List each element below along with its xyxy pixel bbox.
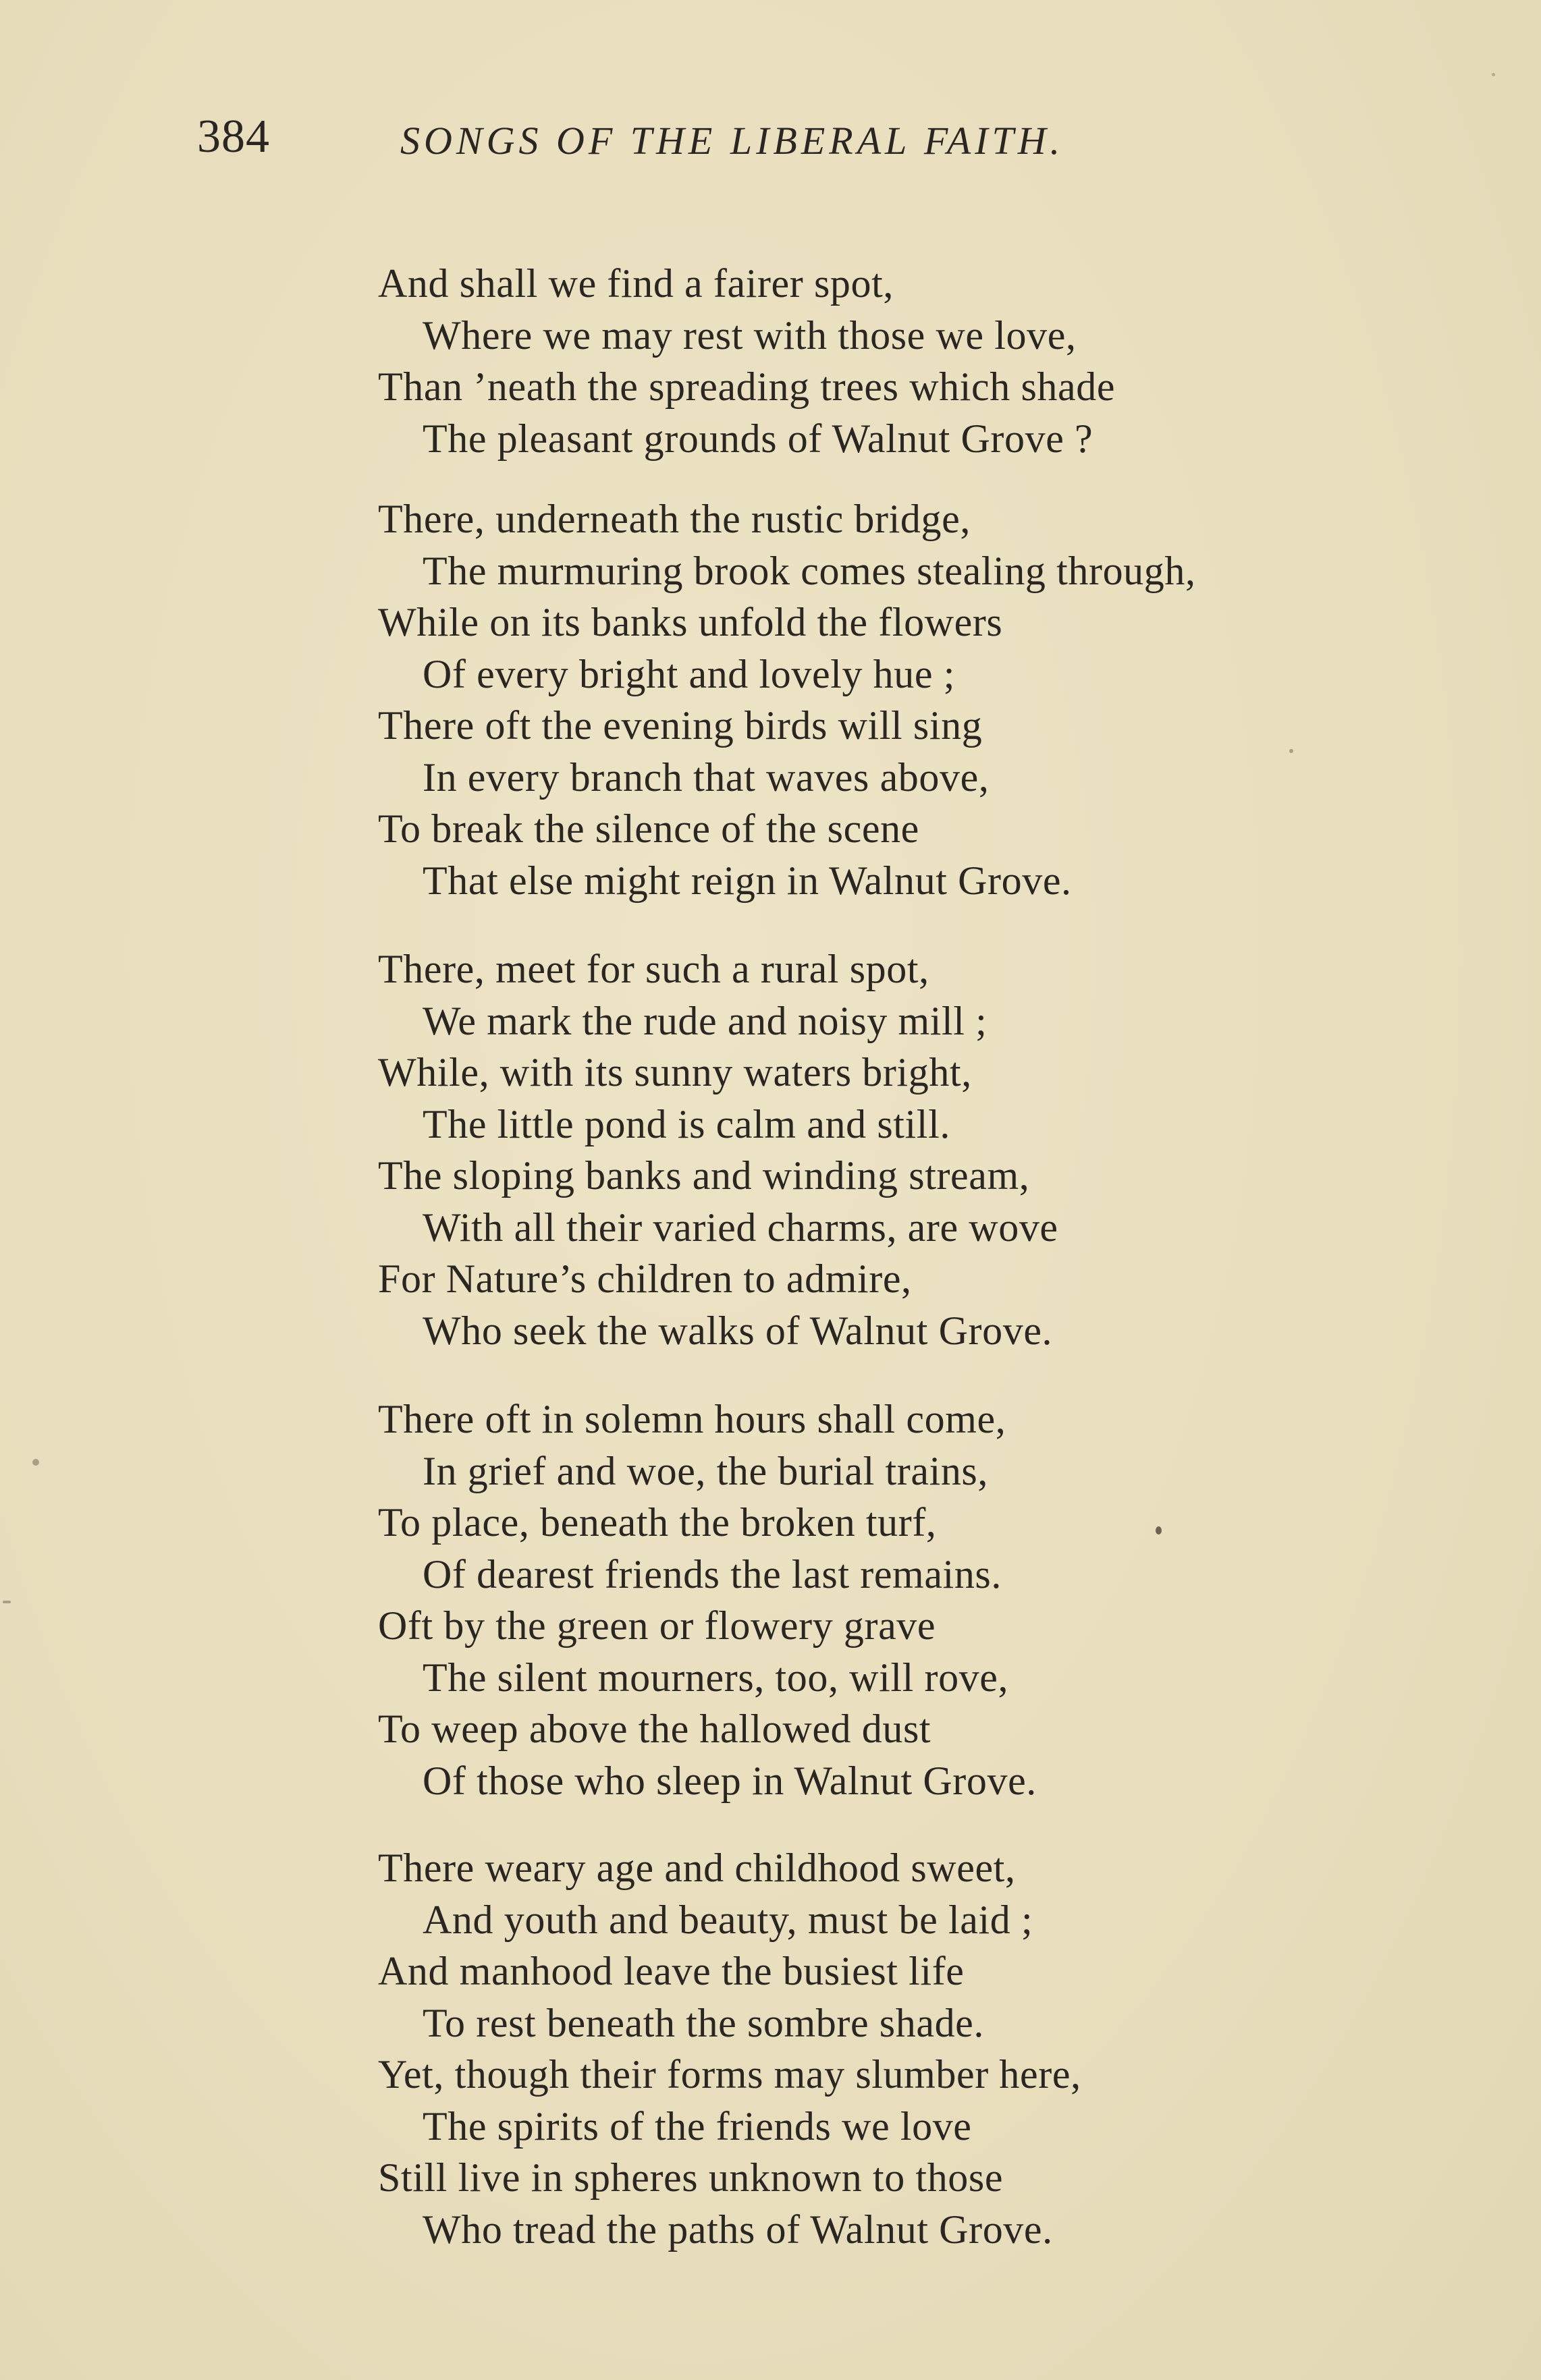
paper-speck [1492,73,1495,76]
poem-line: Still live in spheres unknown to those [378,2155,1004,2200]
poem-line: The murmuring brook comes stealing through, [423,548,1196,593]
poem-line: Of every bright and lovely hue ; [423,651,955,696]
poem-line: There, meet for such a rural spot, [378,947,929,991]
poem-line: Where we may rest with those we love, [423,312,1077,358]
poem-line: There, underneath the rustic bridge, [378,497,971,541]
poem-body [378,224,1390,2255]
poem-line: That else might reign in Walnut Grove. [423,858,1072,903]
poem-line: The spirits of the friends we love [423,2103,972,2149]
poem-line: To weep above the hallowed dust [378,1707,931,1751]
paper-speck [1289,749,1293,753]
poem-line: In grief and woe, the burial trains, [423,1448,988,1493]
paper-speck [3,1601,11,1603]
poem-line: To place, beneath the broken turf, [378,1500,937,1545]
poem-line: For Nature’s children to admire, [378,1256,912,1301]
poem-line: We mark the rude and noisy mill ; [423,998,988,1043]
paper-speck [1156,1526,1162,1534]
poem-line: In every branch that waves above, [423,754,990,800]
page-number: 384 [197,111,270,163]
poem-line: The silent mourners, too, will rove, [423,1655,1009,1700]
poem-line: The little pond is calm and still. [423,1101,950,1146]
poem-line: Yet, though their forms may slumber here, [378,2052,1081,2097]
poem-line: While on its banks unfold the flowers [378,600,1003,644]
poem-line: Who tread the paths of Walnut Grove. [423,2207,1053,2252]
stanza [378,943,1390,1356]
poem-line: And manhood leave the busiest life [378,1949,965,1993]
paper-speck [32,1459,39,1466]
poem-line: While, with its sunny waters bright, [378,1050,972,1095]
poem-line: The pleasant grounds of Walnut Grove ? [423,416,1093,461]
running-head: SONGS OF THE LIBERAL FAITH. [400,119,1064,163]
poem-line: There oft the evening birds will sing [378,703,983,748]
poem-line: There weary age and childhood sweet, [378,1846,1016,1890]
poem-line: And shall we find a fairer spot, [378,261,894,306]
poem-line: Who seek the walks of Walnut Grove. [423,1308,1053,1353]
poem-line: Of those who sleep in Walnut Grove. [423,1758,1037,1803]
poem-line: And youth and beauty, must be laid ; [423,1897,1033,1942]
poem-line: Oft by the green or flowery grave [378,1603,936,1648]
stanza [378,1393,1390,1806]
poem-line: With all their varied charms, are wove [423,1205,1058,1250]
poem-line: To break the silence of the scene [378,806,919,851]
poem-line: Of dearest friends the last remains. [423,1551,1002,1597]
poem-line: Than ’neath the spreading trees which shade [378,364,1116,409]
stanza [378,1842,1390,2255]
poem-line: To rest beneath the sombre shade. [423,2000,984,2045]
stanza [378,258,1390,464]
poem-line: There oft in solemn hours shall come, [378,1397,1006,1441]
stanza [378,493,1390,906]
poem-line: The sloping banks and winding stream, [378,1153,1030,1198]
